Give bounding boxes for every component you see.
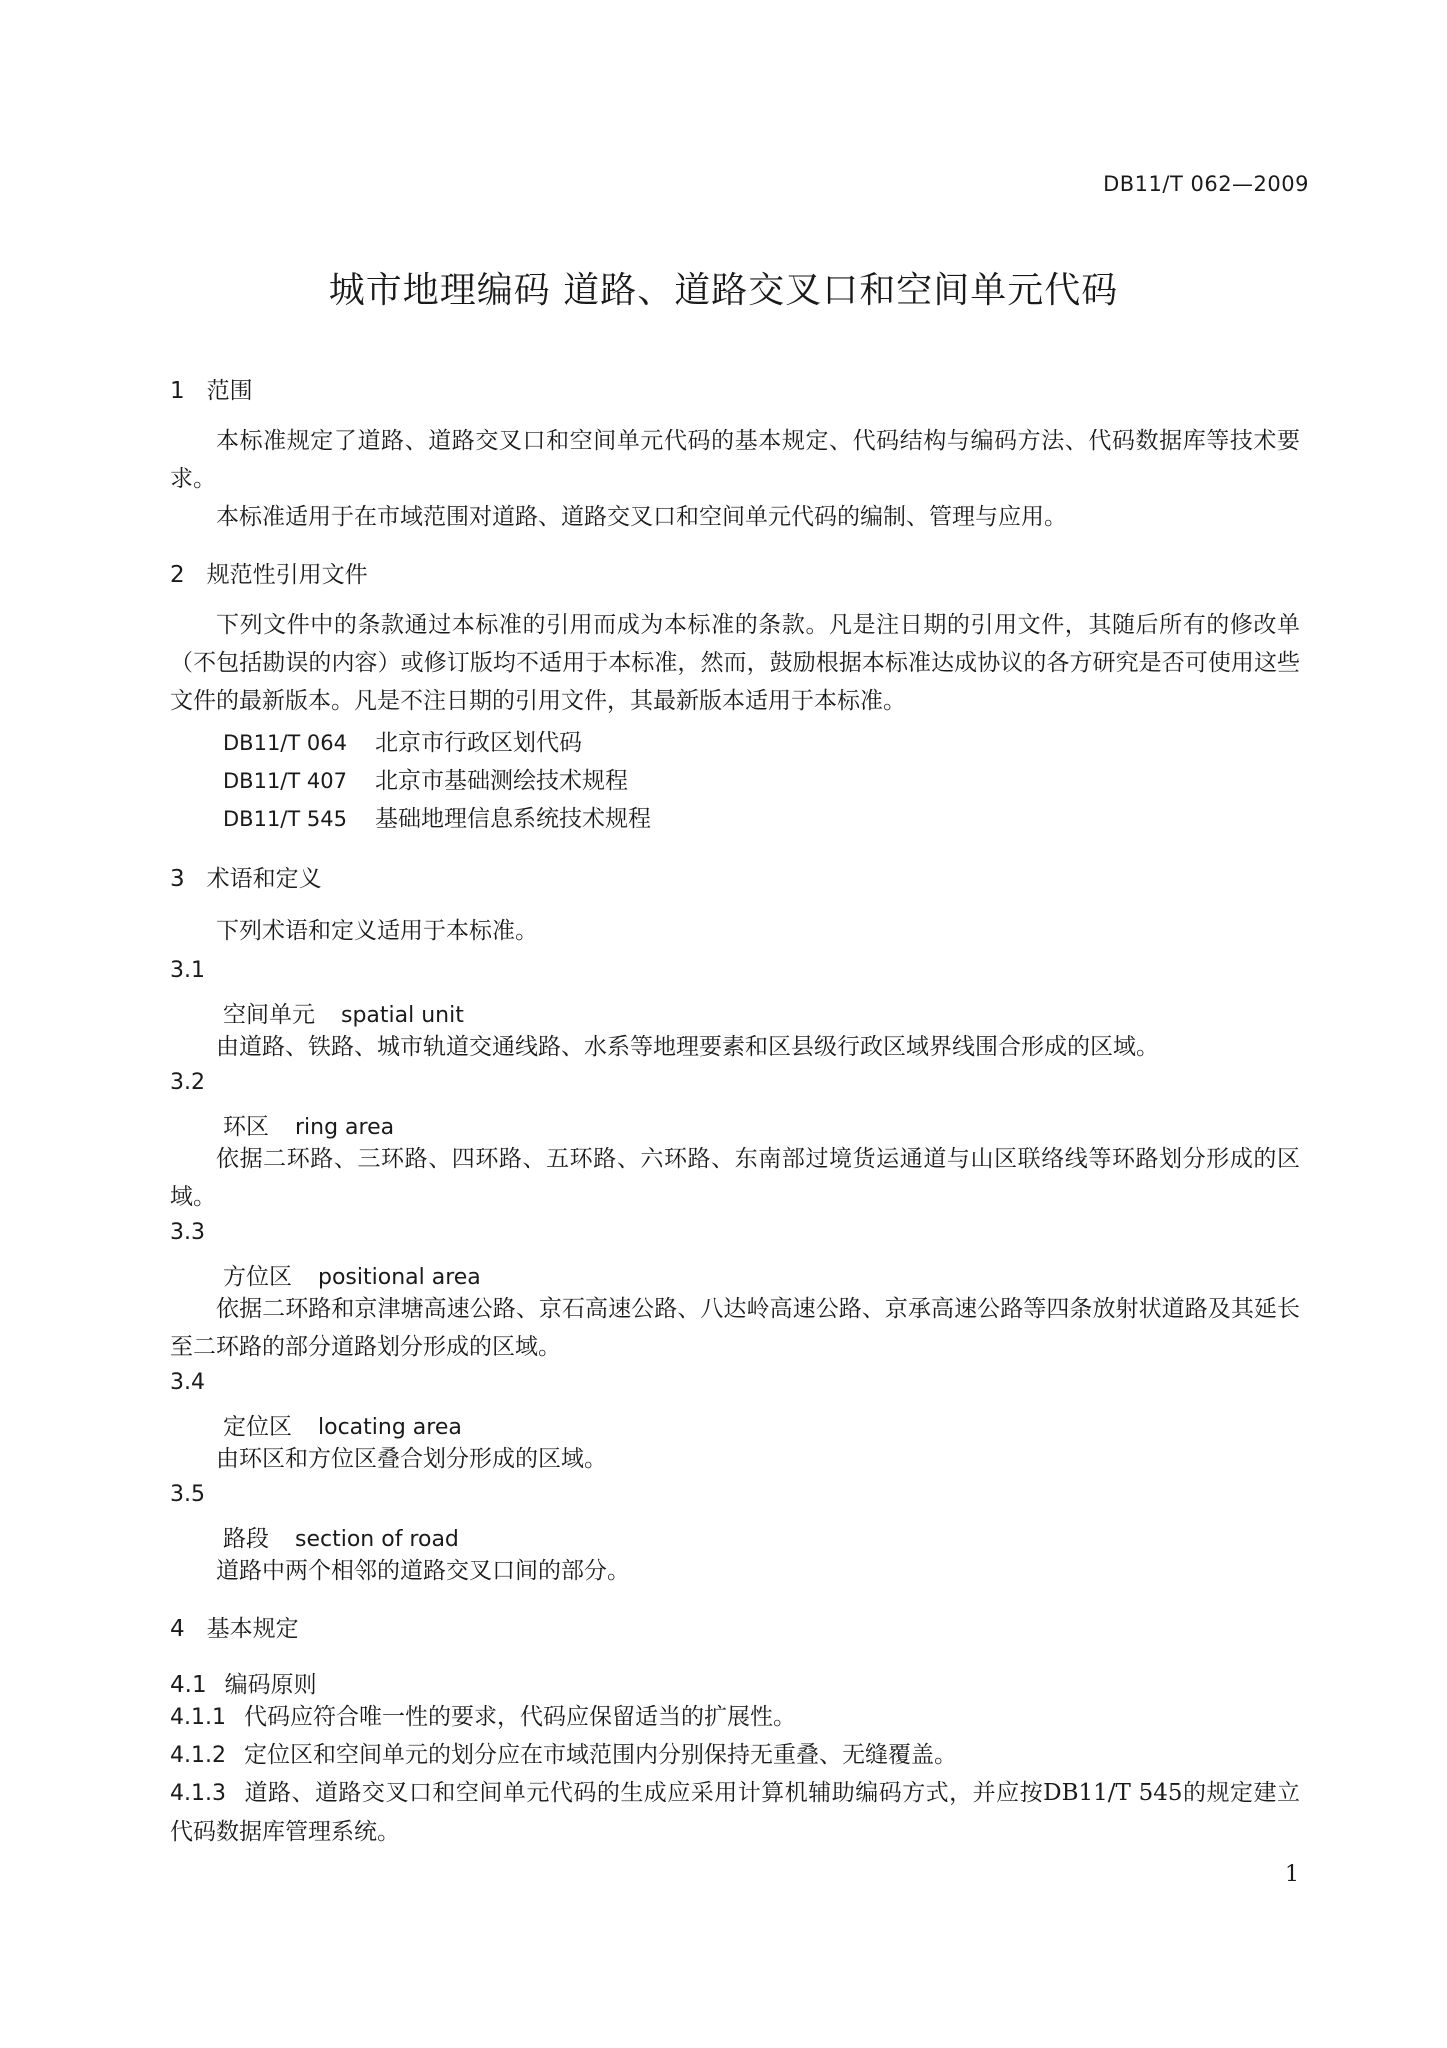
section-2-heading xyxy=(170,556,368,589)
clause-number: 4.1.3 xyxy=(170,1781,226,1806)
clause-number: 4.1.1 xyxy=(170,1705,226,1730)
term-chinese: 环区 xyxy=(223,1114,269,1140)
term-definition: 由道路、铁路、城市轨道交通线路、水系等地理要素和区县级行政区域界线围合形成的区域。 xyxy=(216,1034,1159,1060)
clause-4-1-2 xyxy=(170,1736,1300,1775)
reference-name: 北京市基础测绘技术规程 xyxy=(375,768,628,794)
reference-code: DB11/T 407 xyxy=(223,769,347,793)
term-number: 3.3 xyxy=(170,1220,205,1245)
clause-number: 4.1.2 xyxy=(170,1743,226,1768)
term-english: locating area xyxy=(318,1415,462,1440)
section-title: 基本规定 xyxy=(206,1616,299,1642)
clause-4-1-3 xyxy=(170,1774,1300,1851)
term-english: spatial unit xyxy=(341,1003,464,1028)
term-english: positional area xyxy=(318,1265,481,1290)
term-definition: 由环区和方位区叠合划分形成的区域。 xyxy=(216,1446,607,1472)
term-name xyxy=(223,1108,394,1141)
subsection-4-1-heading xyxy=(170,1666,317,1699)
term-number: 3.5 xyxy=(170,1482,205,1507)
term-definition: 依据二环路和京津塘高速公路、京石高速公路、八达岭高速公路、京承高速公路等四条放射状道路及其延长至二环路的部分道路划分形成的区域。 xyxy=(170,1296,1300,1360)
reference-name: 北京市行政区划代码 xyxy=(375,730,582,756)
clause-4-1-1 xyxy=(170,1698,1300,1737)
section-number: 1 xyxy=(170,378,185,404)
subsection-number: 4.1 xyxy=(170,1672,207,1698)
term-definition: 道路中两个相邻的道路交叉口间的部分。 xyxy=(216,1558,630,1584)
term-number: 3.2 xyxy=(170,1070,205,1095)
term-name xyxy=(223,1258,481,1291)
section-number: 2 xyxy=(170,562,185,588)
term-name xyxy=(223,1520,459,1553)
reference-code: DB11/T 545 xyxy=(223,807,347,831)
section-title: 规范性引用文件 xyxy=(206,562,368,588)
page-number: 1 xyxy=(1285,1862,1299,1887)
standard-code: DB11/T 062—2009 xyxy=(1103,172,1309,196)
reference-code: DB11/T 064 xyxy=(223,731,347,755)
term-chinese: 路段 xyxy=(223,1526,269,1552)
section-number: 3 xyxy=(170,866,185,892)
section-3-heading xyxy=(170,860,322,893)
term-number: 3.4 xyxy=(170,1370,205,1395)
section-1-heading xyxy=(170,372,253,405)
term-english: section of road xyxy=(295,1527,459,1552)
section-number: 4 xyxy=(170,1616,185,1642)
document-title: 城市地理编码 道路、道路交叉口和空间单元代码 xyxy=(328,270,1119,311)
term-name xyxy=(223,996,464,1029)
term-definition: 依据二环路、三环路、四环路、五环路、六环路、东南部过境货运通道与山区联络线等环路划分形成的区域。 xyxy=(170,1146,1300,1210)
clause-text: 代码应符合唯一性的要求，代码应保留适当的扩展性。 xyxy=(243,1704,796,1730)
term-name xyxy=(223,1408,462,1441)
term-chinese: 定位区 xyxy=(223,1414,292,1440)
clause-text: 道路、道路交叉口和空间单元代码的生成应采用计算机辅助编码方式，并应按DB11/T 545的规定建立代码数据库管理系统。 xyxy=(170,1780,1300,1845)
section-4-heading xyxy=(170,1610,299,1643)
normative-reference xyxy=(223,762,628,795)
normative-reference xyxy=(223,724,582,757)
section-1-paragraph-1: 本标准规定了道路、道路交叉口和空间单元代码的基本规定、代码结构与编码方法、代码数据库等技术要求。 xyxy=(170,428,1300,492)
clause-text: 定位区和空间单元的划分应在市域范围内分别保持无重叠、无缝覆盖。 xyxy=(243,1742,957,1768)
term-chinese: 方位区 xyxy=(223,1264,292,1290)
section-2-paragraph-1: 下列文件中的条款通过本标准的引用而成为本标准的条款。凡是注日期的引用文件，其随后所有的修改单（不包括勘误的内容）或修订版均不适用于本标准，然而，鼓励根据本标准达成协议的各方研究是否可使用这些文件的最新版本。凡是不注日期的引用文件，其最新版本适用于本标准。 xyxy=(170,612,1300,714)
subsection-title: 编码原则 xyxy=(224,1672,317,1698)
term-number: 3.1 xyxy=(170,958,205,983)
term-chinese: 空间单元 xyxy=(223,1002,315,1028)
term-english: ring area xyxy=(295,1115,395,1140)
section-title: 范围 xyxy=(206,378,253,404)
section-3-intro: 下列术语和定义适用于本标准。 xyxy=(216,918,538,944)
section-1-paragraph-2: 本标准适用于在市域范围对道路、道路交叉口和空间单元代码的编制、管理与应用。 xyxy=(216,504,1067,530)
normative-reference xyxy=(223,800,651,833)
section-title: 术语和定义 xyxy=(206,866,322,892)
reference-name: 基础地理信息系统技术规程 xyxy=(375,806,651,832)
